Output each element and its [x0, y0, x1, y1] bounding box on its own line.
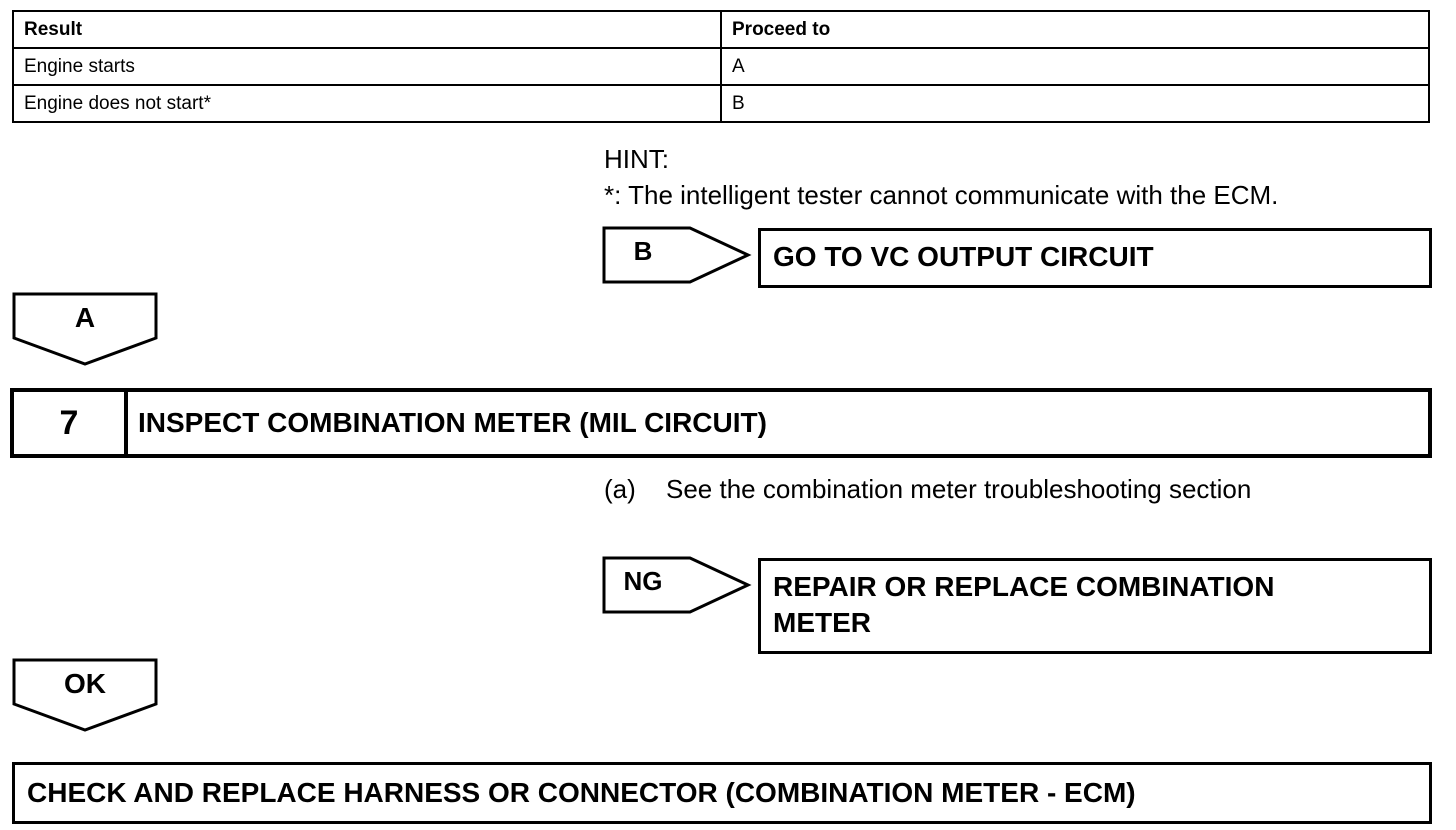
step-7-box	[10, 388, 1432, 458]
table-cell-proceed-to: A	[721, 48, 1429, 85]
table-header-row	[13, 11, 1429, 48]
result-table	[12, 10, 1430, 123]
step-title: INSPECT COMBINATION METER (MIL CIRCUIT)	[138, 407, 767, 438]
table-cell-result: Engine does not start*	[13, 85, 721, 122]
branch-ok-arrow	[12, 658, 160, 734]
branch-b-label: B	[633, 236, 653, 266]
substep-id: (a)	[604, 474, 636, 504]
table-cell-proceed-to: B	[721, 85, 1429, 122]
column-header-result: Result	[13, 11, 721, 48]
substep-a	[604, 474, 1251, 504]
branch-a-label: A	[74, 302, 96, 333]
repair-action-line-1: REPAIR OR REPLACE COMBINATION	[773, 571, 1275, 602]
repair-action-line-2: METER	[773, 607, 871, 638]
branch-b-arrow	[602, 226, 752, 284]
repair-combination-meter-box	[758, 558, 1432, 654]
branch-a-arrow	[12, 292, 160, 368]
table-row	[13, 85, 1429, 122]
branch-ng-arrow	[602, 556, 752, 614]
branch-ng-label: NG	[623, 566, 663, 596]
column-header-proceed-to: Proceed to	[721, 11, 1429, 48]
branch-ok-label: OK	[64, 668, 106, 699]
step-number: 7	[14, 392, 128, 454]
table-cell-result: Engine starts	[13, 48, 721, 85]
hint-text: *: The intelligent tester cannot communicate with the ECM.	[604, 180, 1279, 210]
final-step-box	[12, 762, 1432, 824]
hint-label: HINT:	[604, 144, 669, 174]
final-step-title: CHECK AND REPLACE HARNESS OR CONNECTOR (COMBINATION METER - ECM)	[27, 777, 1136, 808]
go-to-vc-output-circuit-box	[758, 228, 1432, 288]
table-row	[13, 48, 1429, 85]
go-to-vc-output-circuit-text: GO TO VC OUTPUT CIRCUIT	[773, 241, 1154, 272]
substep-text: See the combination meter troubleshooting section	[666, 474, 1252, 504]
